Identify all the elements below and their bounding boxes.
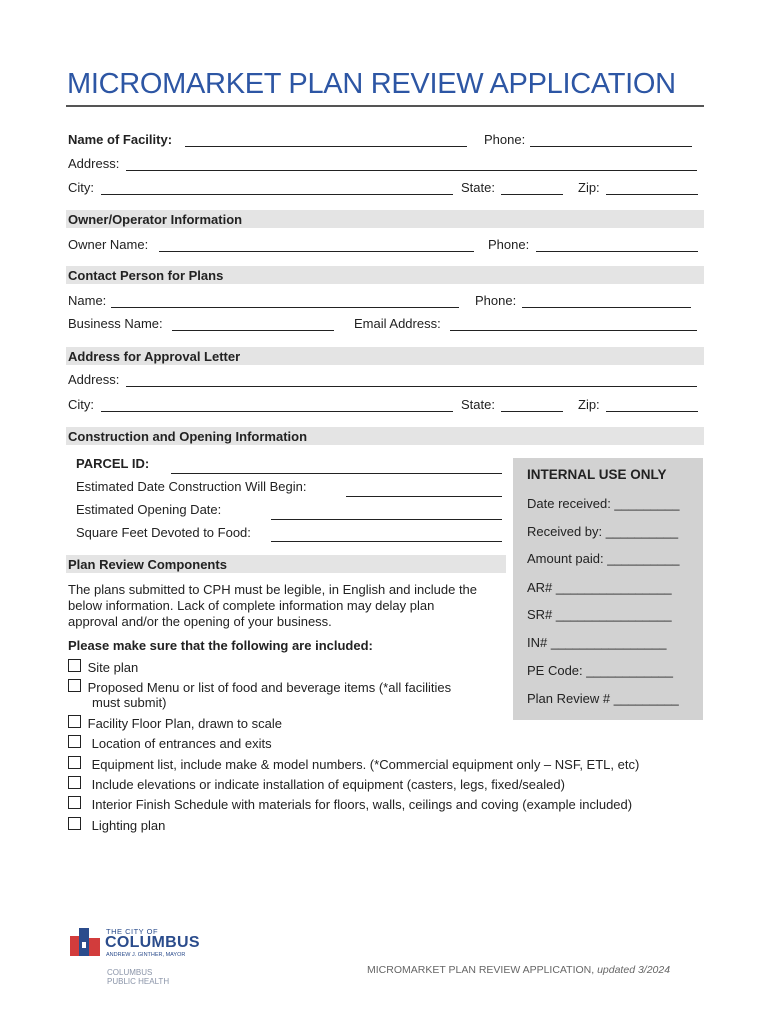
sqft-food-field[interactable] [271,527,502,542]
facility-name-field[interactable] [185,132,467,147]
facility-state-field[interactable] [501,180,563,195]
parcel-id-field[interactable] [171,459,502,474]
sr-number-field: SR# ________________ [527,607,672,622]
approval-city-field[interactable] [101,397,453,412]
amount-paid-field: Amount paid: __________ [527,551,680,566]
checklist-item[interactable]: Lighting plan [68,817,165,833]
facility-zip-label: Zip: [578,180,600,195]
received-by-field: Received by: __________ [527,524,679,539]
checkbox[interactable] [68,817,81,830]
checklist-item[interactable]: Include elevations or indicate installation of equipment (casters, legs, fixed/sealed) [68,776,565,792]
opening-date-field[interactable] [271,505,502,520]
plan-review-number-field: Plan Review # _________ [527,691,679,706]
make-sure-heading: Please make sure that the following are included: [68,638,373,653]
page-title: MICROMARKET PLAN REVIEW APPLICATION [67,68,676,100]
intro-line-3: approval and/or the opening of your business. [68,614,332,629]
checklist-item[interactable]: Proposed Menu or list of food and beverage items (*all facilities [68,679,451,695]
checkbox[interactable] [68,735,81,748]
columbus-skyline-icon [70,928,100,956]
checkbox[interactable] [68,776,81,789]
contact-section-header: Contact Person for Plans [66,266,704,284]
checkbox[interactable] [68,756,81,769]
approval-state-field[interactable] [501,397,563,412]
parcel-id-label: PARCEL ID: [76,456,150,471]
contact-phone-field[interactable] [522,293,691,308]
checklist-item[interactable]: Equipment list, include make & model numbers. (*Commercial equipment only – NSF, ETL, etc) [68,756,639,772]
intro-line-1: The plans submitted to CPH must be legible, in English and include the [68,582,478,597]
facility-city-field[interactable] [101,180,453,195]
checklist-item[interactable]: Location of entrances and exits [68,735,272,751]
facility-state-label: State: [461,180,495,195]
facility-zip-field[interactable] [606,180,698,195]
owner-phone-label: Phone: [488,237,530,252]
title-divider [66,105,704,107]
facility-phone-field[interactable] [530,132,692,147]
cph-line-1: COLUMBUS [107,968,153,977]
internal-use-header: INTERNAL USE ONLY [527,467,667,482]
contact-name-label: Name: [68,293,107,308]
facility-address-label: Address: [68,156,120,171]
facility-city-label: City: [68,180,94,195]
business-name-field[interactable] [172,316,334,331]
construction-section-header: Construction and Opening Information [66,427,704,445]
email-label: Email Address: [354,316,441,331]
business-name-label: Business Name: [68,316,163,331]
facility-phone-label: Phone: [484,132,526,147]
in-number-field: IN# ________________ [527,635,667,650]
approval-zip-label: Zip: [578,397,600,412]
plan-review-section-header: Plan Review Components [66,555,506,573]
menu-item-continuation: must submit) [92,695,167,710]
owner-section-header: Owner/Operator Information [66,210,704,228]
facility-address-field[interactable] [126,156,697,171]
checkbox[interactable] [68,715,81,728]
email-field[interactable] [450,316,697,331]
checkbox[interactable] [68,679,81,692]
checkbox[interactable] [68,659,81,672]
cph-line-2: PUBLIC HEALTH [107,977,170,986]
approval-state-label: State: [461,397,495,412]
checkbox[interactable] [68,796,81,809]
contact-name-field[interactable] [111,293,459,308]
logo-mayor-line: ANDREW J. GINTHER, MAYOR [106,952,186,958]
construction-begin-field[interactable] [346,482,502,497]
checklist-item[interactable]: Site plan [68,659,138,675]
page-footer: MICROMARKET PLAN REVIEW APPLICATION, updated 3/2024 [367,964,671,976]
facility-name-label: Name of Facility: [68,132,173,147]
sqft-food-label: Square Feet Devoted to Food: [76,525,251,540]
owner-name-label: Owner Name: [68,237,149,252]
opening-date-label: Estimated Opening Date: [76,502,222,517]
date-received-field: Date received: _________ [527,496,680,511]
contact-phone-label: Phone: [475,293,517,308]
approval-address-field[interactable] [126,372,697,387]
checklist-item[interactable]: Facility Floor Plan, drawn to scale [68,715,282,731]
owner-name-field[interactable] [159,237,474,252]
construction-begin-label: Estimated Date Construction Will Begin: [76,479,307,494]
checklist-item[interactable]: Interior Finish Schedule with materials for floors, walls, ceilings and coving (example included) [68,796,632,812]
intro-line-2: below information. Lack of complete information may delay plan [68,598,435,613]
pe-code-field: PE Code: ____________ [527,663,674,678]
approval-zip-field[interactable] [606,397,698,412]
ar-number-field: AR# ________________ [527,580,672,595]
logo-the-city-of: THE CITY OF [106,927,159,936]
owner-phone-field[interactable] [536,237,698,252]
approval-city-label: City: [68,397,94,412]
approval-section-header: Address for Approval Letter [66,347,704,365]
approval-address-label: Address: [68,372,120,387]
logo-columbus: COLUMBUS [105,934,200,951]
